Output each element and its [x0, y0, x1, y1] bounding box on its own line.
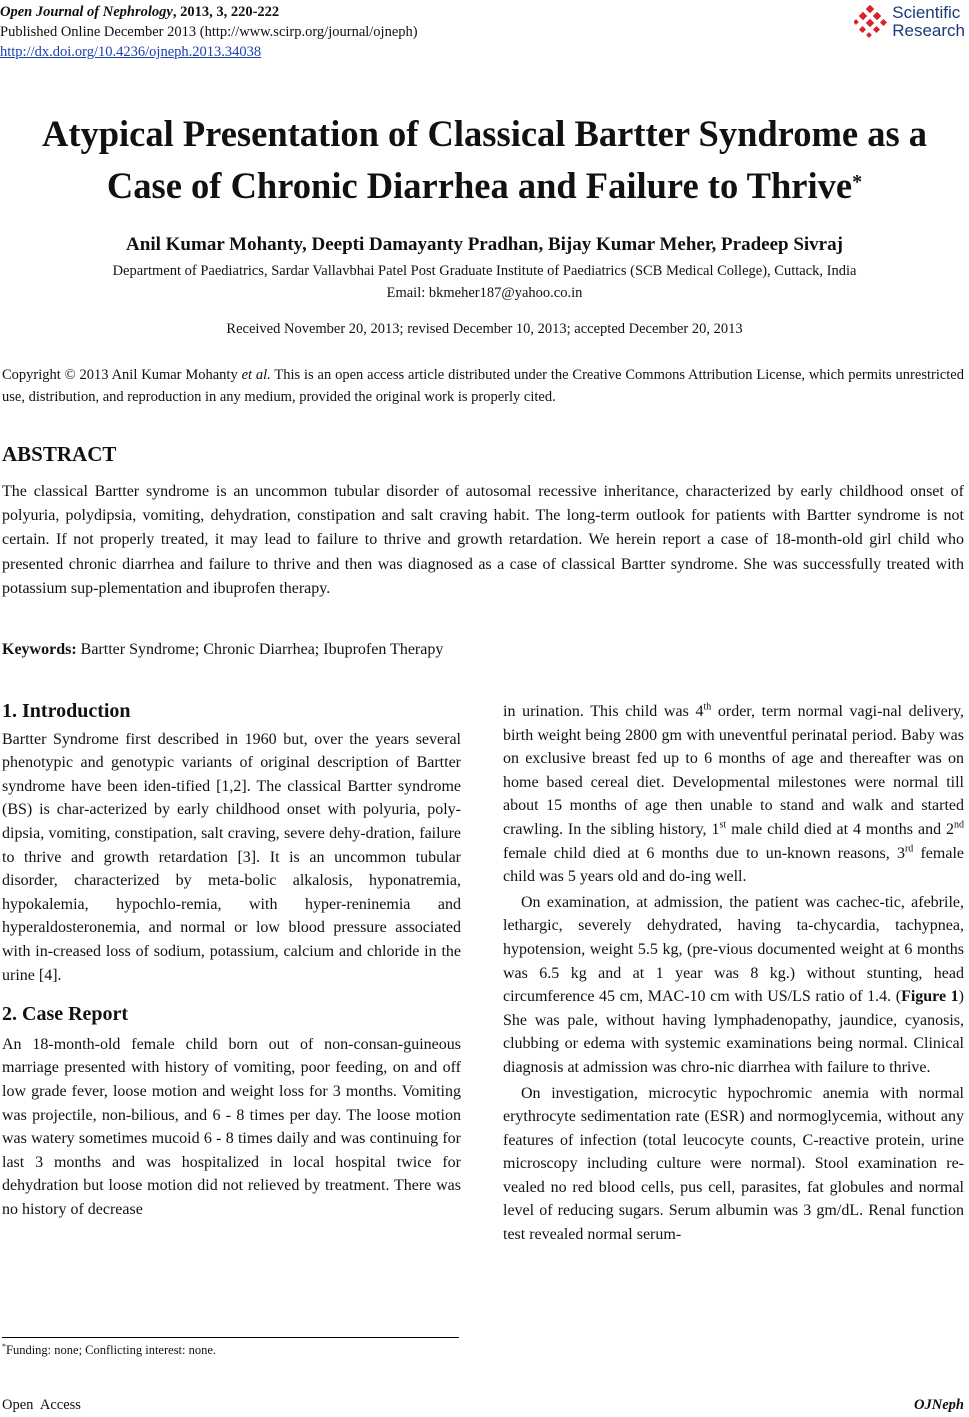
email: Email: bkmeher187@yahoo.co.in — [386, 285, 583, 301]
logo-text-line2: Research — [892, 21, 965, 40]
ordinal-sup: st — [719, 819, 727, 831]
left-column — [2, 700, 461, 1221]
right-column — [503, 700, 964, 1247]
logo-text-line1: Scientific — [892, 3, 961, 22]
affiliation: Department of Paediatrics, Sardar Vallavbhai Patel Post Graduate Institute of Paediatrics (SCB Medical College), Cuttack, India — [112, 263, 857, 279]
published-line: Published Online December 2013 (http://www.scirp.org/journal/ojneph) — [0, 24, 418, 40]
history-paragraph — [503, 700, 964, 889]
footnote-text: Funding: none; Conflicting interest: none. — [6, 1343, 217, 1358]
figure-reference[interactable]: Figure 1 — [901, 988, 959, 1006]
title-footnote-mark: * — [852, 171, 863, 193]
received-dates: Received November 20, 2013; revised December 10, 2013; accepted December 20, 2013 — [226, 321, 743, 337]
exam-text-2: ) She was pale, without having lymphadenopathy, jaundice, cyanosis, clubbing or edema with systemic examinations being normal. Clinical diagnosis at admission was chro-nic diarrhea with failure to thrive. — [503, 988, 964, 1076]
ordinal-sup: rd — [904, 843, 914, 855]
abstract-text: The classical Bartter syndrome is an uncommon tubular disorder of autosomal recessive inheritance, characterized by early childhood onset of polyuria, polydipsia, vomiting, dehydration, constipation and salt craving habit. The long-term outlook for patients with Bartter syndrome is not certain. If not properly treated, it may lead to failure to thrive and growth retardation. We herein report a case of 18-month-old girl child who presented chronic diarrhea and failure to thrive and then was diagnosed as a case of classical Bartter syndrome. She was successfully treated with potassium sup-plementation and ibuprofen therapy. — [2, 483, 964, 597]
copyright-etal: et al. — [241, 367, 271, 383]
doi-link[interactable]: http://dx.doi.org/10.4236/ojneph.2013.34038 — [0, 44, 262, 60]
footer-journal-abbr: OJNeph — [914, 1397, 964, 1413]
history-text-5: female child was 5 years old and do-ing well. — [503, 844, 965, 886]
journal-header — [0, 2, 418, 62]
history-text-4: female child died at 6 months due to un-known reasons, 3 — [503, 844, 905, 862]
footnote-mark: * — [2, 1342, 6, 1351]
copyright-notice — [2, 364, 964, 408]
journal-issue: , 2013, 3, 220-222 — [172, 4, 280, 20]
affiliation-block — [0, 260, 969, 304]
intro-heading: 1. Introduction — [2, 700, 131, 722]
intro-paragraph: Bartter Syndrome first described in 1960 but, over the years several phenotypic and genotypic variants of original description of Bartter syndrome have been iden-tified [1,2]. The classical Bartter syndrome (BS) is char-acterized by early childhood onset with polyuria, poly-dipsia, vomiting, constipation, salt craving, severe dehy-dration, failure to thrive and growth retardation [3]. It is an uncommon tubular disorder, characterized by meta-bolic alkalosis, hyponatremia, hypokalemia, hypochlo-remia, with hyper-reninemia and hyperaldosteronemia, and normal or low blood pressure associated with in-creased loss of sodium, potassium, calcium and chloride in the urine [4]. — [2, 730, 461, 984]
case-report-paragraph: An 18-month-old female child born out of non-consan-guineous marriage presented with history of vomiting, poor feeding, on and off low grade fever, loose motion and weight loss for 3 months. Vomiting was projectile, non-bilious, and 6 - 8 times per day. The loose motion was watery sometimes mucoid 6 - 8 times daily and was continuing for last 3 months and was hospitalized in local hospital twice for dehydration but loose motion did not relieved by treatment. There was no history of decrease — [2, 1035, 461, 1218]
abstract-heading: ABSTRACT — [2, 442, 117, 466]
footnote — [2, 1342, 216, 1358]
article-title — [0, 108, 969, 212]
case-report-heading: 2. Case Report — [2, 1003, 129, 1026]
copyright-text-b: This is an open access article distributed under the Creative Commons Attribution License, which permits unrestricted use, distribution, and reproduction in any medium, provided the original work is properly cited. — [2, 367, 964, 405]
title-line2: Case of Chronic Diarrhea and Failure to Thrive — [106, 165, 853, 206]
history-text-1: in urination. This child was 4 — [503, 703, 704, 720]
investigation-paragraph: On investigation, microcytic hypochromic anemia with normal erythrocyte sedimentation rate (ESR) and normoglycemia, without any features of infection (total leucocyte counts, C-reactive protein, urine microscopy including culture were normal). Stool examination re-vealed no red blood cells, pus cell, parasites, fat globules and normal level of reducing sugars. Serum albumin was 3 gm/dL. Renal function test revealed normal serum- — [503, 1084, 964, 1244]
footnote-divider — [2, 1337, 459, 1338]
keywords-label: Keywords: — [2, 641, 77, 658]
exam-text-1: On examination, at admission, the patient was cachec-tic, afebrile, lethargic, severely dehydrated, having ta-chycardia, tachypnea, hypotension, weight 5.5 kg, (pre-vious documented weight at 6 months was 6.5 kg and at 1 year was 8 kg.) without stunting, head circumference 45 cm, MAC-10 cm with US/LS ratio of 1.4. ( — [503, 893, 964, 1006]
copyright-text-a: Copyright © 2013 Anil Kumar Mohanty — [2, 367, 238, 383]
title-line1: Atypical Presentation of Classical Bartter Syndrome as a — [41, 113, 928, 154]
examination-paragraph — [503, 891, 964, 1080]
footer-open-access: Open Access — [2, 1397, 81, 1413]
page-footer — [2, 1397, 964, 1414]
ordinal-sup: th — [703, 701, 712, 713]
history-text-2: order, term normal vagi-nal delivery, birth weight being 2800 gm with uneventful perinatal period. Baby was on exclusive breast fed up to 6 months of age and thereafter was on home based cereal diet. Developmental milestones were normal till about 15 months of age then unable to stand and walk and started crawling. In the sibling history, 1 — [503, 703, 964, 838]
history-text-3: male child died at 4 months and 2 — [726, 820, 954, 838]
journal-name: Open Journal of Nephrology — [0, 4, 173, 20]
keywords-text: Bartter Syndrome; Chronic Diarrhea; Ibuprofen Therapy — [76, 641, 444, 658]
author-list: Anil Kumar Mohanty, Deepti Damayanty Pradhan, Bijay Kumar Meher, Pradeep Sivraj — [126, 234, 843, 255]
publisher-logo — [854, 2, 965, 42]
keywords — [2, 641, 443, 659]
scientific-research-logo-icon — [854, 5, 888, 39]
ordinal-sup: nd — [954, 819, 964, 831]
